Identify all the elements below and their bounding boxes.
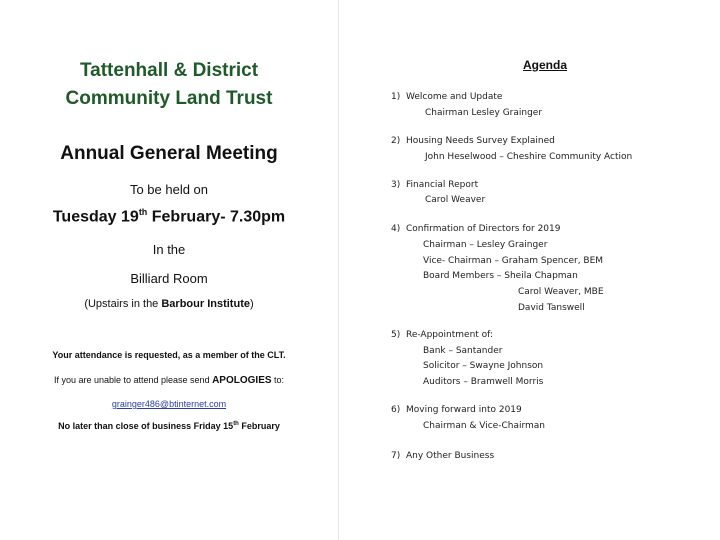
agenda-item-1 (391, 92, 502, 102)
venue-location-prefix: (Upstairs in the (84, 298, 162, 310)
agenda-item-number: 2) (391, 136, 401, 146)
agenda-item-text: Moving forward into 2019 (406, 405, 522, 415)
agenda-item-5-detail-1: Bank – Santander (423, 346, 503, 356)
agenda-item-number: 1) (391, 92, 401, 102)
agenda-item-6-detail-1: Chairman & Vice-Chairman (423, 421, 545, 431)
agenda-item-3 (391, 180, 478, 190)
meeting-title: Annual General Meeting (60, 143, 278, 164)
to-be-held-text: To be held on (129, 182, 209, 197)
agenda-item-number: 3) (391, 180, 401, 190)
meeting-notice-panel (0, 0, 338, 540)
venue-room: Billiard Room (130, 271, 208, 286)
agenda-item-4-detail-1: Chairman – Lesley Grainger (423, 240, 548, 250)
agenda-item-text: Housing Needs Survey Explained (406, 136, 555, 146)
apologies-word: APOLOGIES (212, 375, 272, 386)
agenda-item-text: Welcome and Update (406, 92, 503, 102)
agenda-panel (339, 0, 720, 540)
apologies-email-row (0, 399, 338, 409)
agenda-item-4-detail-3: Board Members – Sheila Chapman (423, 271, 578, 281)
apologies-deadline (0, 421, 338, 431)
agenda-item-5-detail-2: Solicitor – Swayne Johnson (423, 361, 544, 371)
agenda-title: Agenda (523, 58, 568, 72)
agenda-item-number: 4) (391, 224, 401, 234)
agenda-item-3-detail-1: Carol Weaver (425, 195, 486, 205)
agenda-item-number: 5) (391, 330, 401, 340)
agenda-item-5 (391, 330, 493, 340)
agenda-item-4-detail-4: Carol Weaver, MBE (518, 287, 604, 297)
apologies-email-link[interactable]: grainger486@btinternet.com (111, 399, 227, 409)
apologies-instruction (0, 375, 338, 386)
agenda-item-4-detail-2: Vice- Chairman – Graham Spencer, BEM (423, 256, 604, 266)
agenda-item-2 (391, 136, 555, 146)
in-the-text: In the (152, 242, 186, 257)
agenda-item-text: Confirmation of Directors for 2019 (406, 224, 561, 234)
meeting-date (0, 207, 338, 226)
venue-location (0, 298, 338, 310)
organization-name-line-1: Tattenhall & District (79, 60, 259, 81)
agenda-item-4-detail-5: David Tanswell (518, 303, 585, 313)
agenda-item-text: Financial Report (406, 180, 479, 190)
meeting-date-day: Tuesday 19 (52, 208, 139, 226)
agenda-item-text: Any Other Business (406, 451, 495, 461)
deadline-suffix-sup: th (233, 421, 239, 427)
attendance-request: Your attendance is requested, as a member of the CLT. (52, 350, 286, 360)
agenda-item-4 (391, 224, 560, 234)
agenda-item-number: 7) (391, 451, 401, 461)
agenda-item-1-detail-1: Chairman Lesley Grainger (425, 108, 543, 118)
deadline-prefix: No later than close of business Friday 15 (58, 421, 234, 431)
agenda-item-6 (391, 405, 522, 415)
meeting-date-suffix: th (138, 207, 148, 217)
meeting-date-time: February- 7.30pm (147, 208, 286, 226)
agenda-item-5-detail-3: Auditors – Bramwell Morris (423, 377, 544, 387)
agenda-item-7 (391, 451, 494, 461)
venue-location-suffix: ) (249, 298, 254, 310)
apologies-suffix: to: (271, 375, 285, 385)
deadline-month: February (238, 421, 280, 431)
agenda-item-2-detail-1: John Heselwood – Cheshire Community Action (425, 152, 633, 162)
organization-name-line-2: Community Land Trust (65, 88, 273, 109)
apologies-prefix: If you are unable to attend please send (53, 375, 213, 385)
venue-building: Barbour Institute (161, 298, 250, 310)
agenda-item-number: 6) (391, 405, 401, 415)
agenda-item-text: Re-Appointment of: (406, 330, 494, 340)
